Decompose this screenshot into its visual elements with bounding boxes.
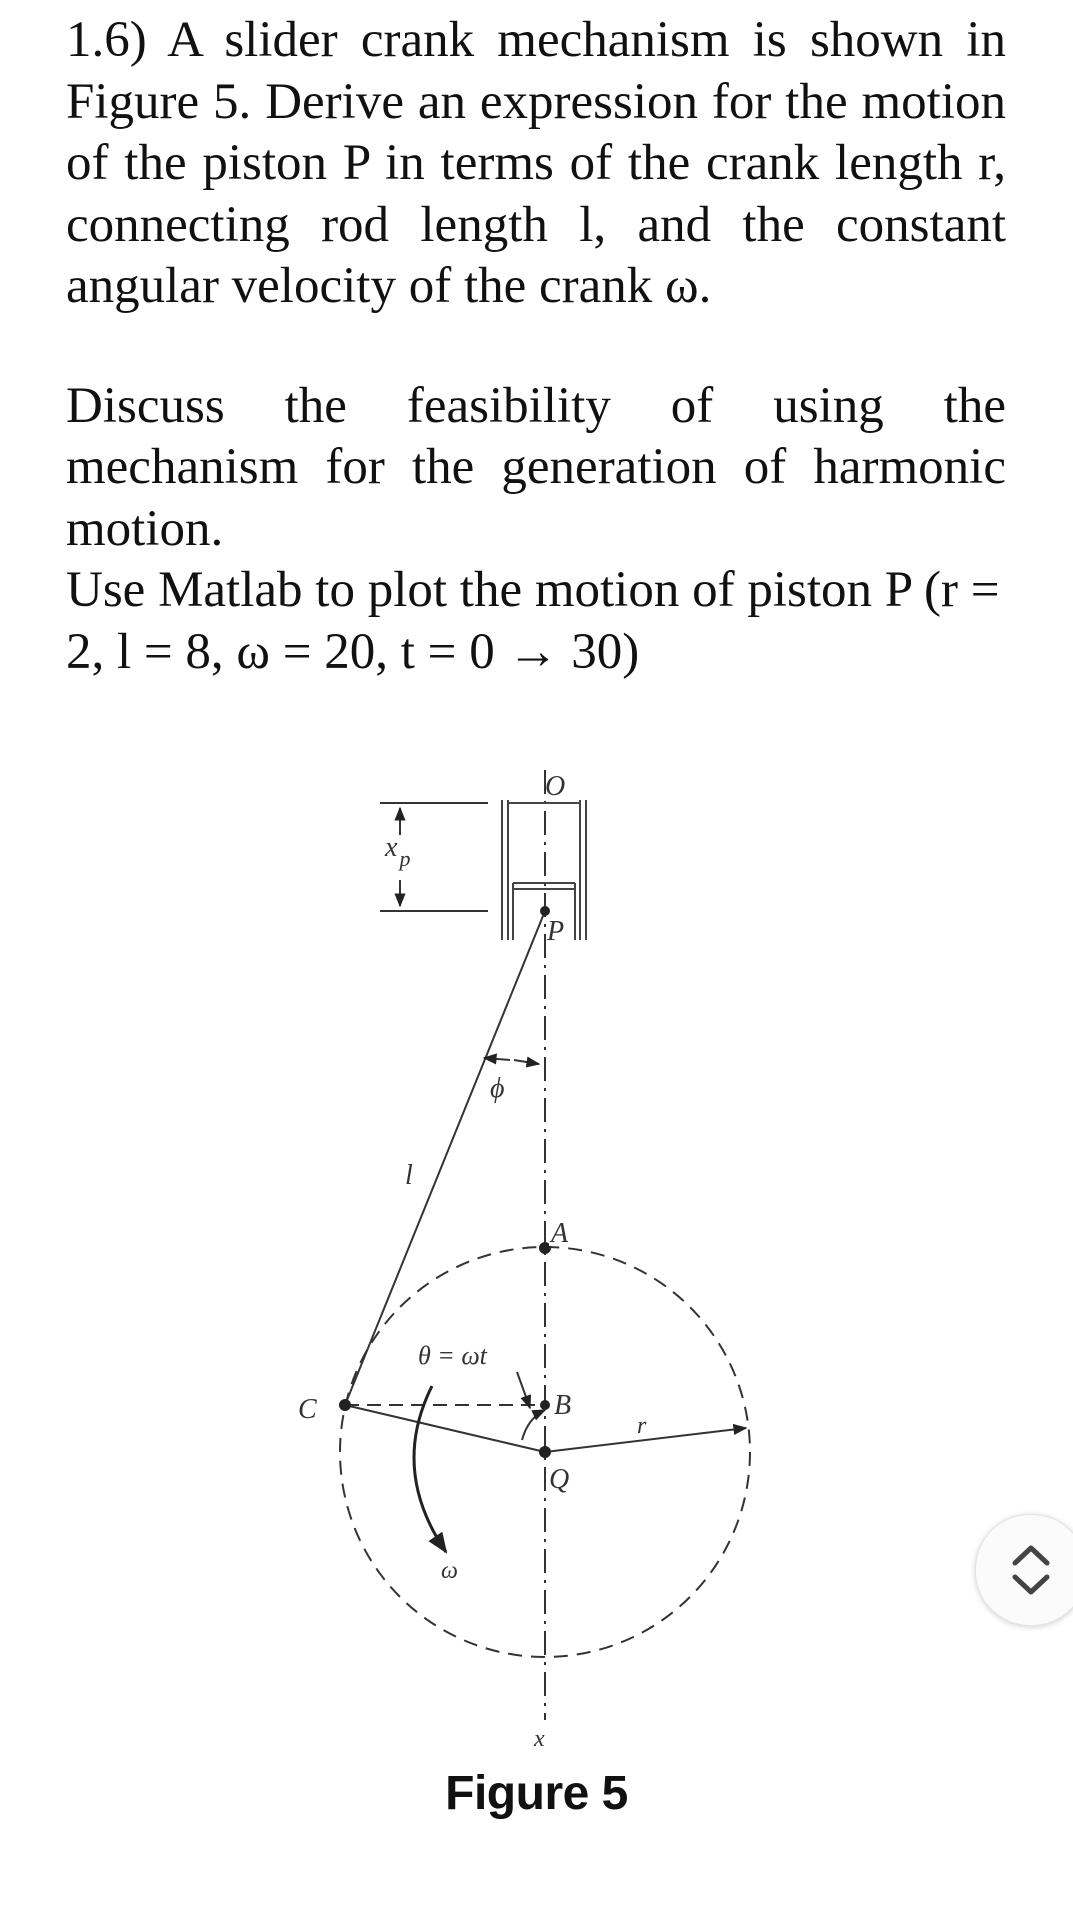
point-C: [339, 1399, 351, 1411]
label-l: l: [405, 1160, 413, 1191]
crank-arm: [345, 1405, 545, 1452]
theta-arc: [522, 1410, 545, 1440]
point-P: [540, 906, 550, 916]
phi-arrow-right: [514, 1060, 539, 1064]
chevron-up-icon[interactable]: [1015, 1548, 1047, 1563]
label-phi: ϕ: [490, 1073, 505, 1104]
label-xp: $x_p$: [385, 832, 411, 871]
label-Q: Q: [549, 1464, 570, 1495]
chevron-down-icon[interactable]: [1015, 1577, 1047, 1592]
connecting-rod: [345, 911, 545, 1405]
label-theta: θ = ωt: [418, 1341, 487, 1370]
theta-arrow-down: [517, 1372, 530, 1408]
label-B: B: [554, 1390, 572, 1421]
point-B: [540, 1400, 550, 1410]
question-paragraph-3: Use Matlab to plot the motion of piston P (r = 2, l = 8, ω = 20, t = 0 → 30): [66, 562, 1000, 680]
label-omega: ω: [441, 1558, 458, 1584]
label-A: A: [551, 1218, 569, 1249]
slider-crank-figure: [0, 750, 1073, 1760]
point-Q: [539, 1446, 551, 1458]
label-O: O: [545, 771, 566, 802]
label-r: r: [637, 1413, 647, 1439]
label-P: P: [547, 916, 565, 947]
omega-rotation-arrow: [414, 1386, 446, 1552]
label-C: C: [298, 1394, 317, 1425]
question-text: [66, 10, 1006, 683]
phi-arrow-left: [484, 1058, 510, 1060]
figure-caption: Figure 5: [445, 1767, 628, 1820]
question-paragraph-1: 1.6) A slider crank mechanism is shown in Figure 5. Derive an expression for the motion of the piston P in terms of the crank length r, connecting rod length l, and the constant angular velocity of the crank ω.: [66, 12, 1006, 314]
label-x: x: [534, 1726, 545, 1752]
question-paragraph-2: Discuss the feasibility of using the mechanism for the generation of harmonic motion.: [66, 377, 1006, 557]
page-nav-button[interactable]: [975, 1514, 1073, 1626]
